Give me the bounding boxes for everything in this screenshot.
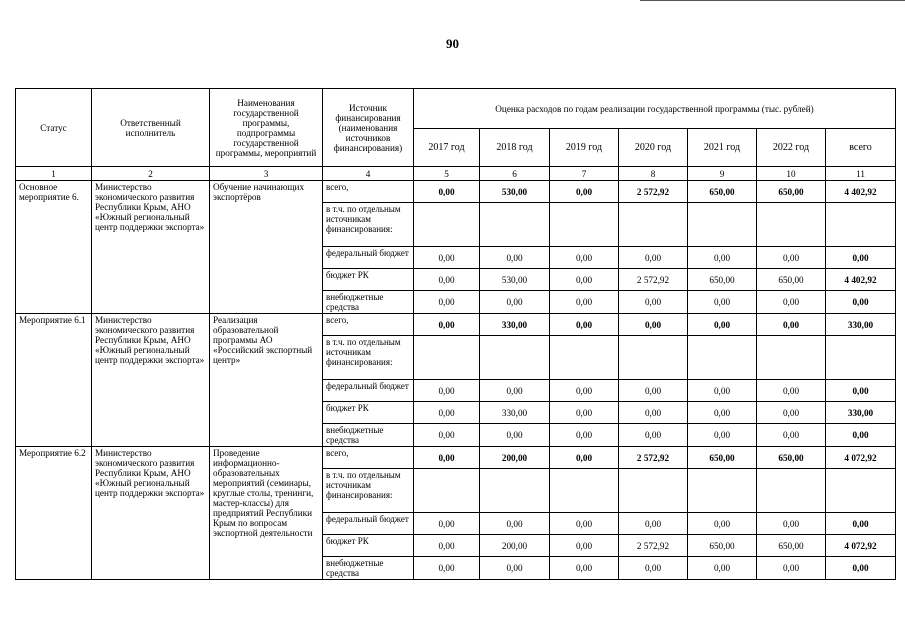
year-value-cell: 650,00 (757, 269, 826, 291)
year-value-cell (757, 336, 826, 380)
year-value-cell: 0,00 (414, 181, 480, 203)
year-value-cell (414, 336, 480, 380)
header-estimate: Оценка расходов по годам реализации государственной программы (тыс. рублей) (414, 89, 896, 129)
year-value-cell: 0,00 (480, 247, 550, 269)
year-value-cell (688, 203, 757, 247)
year-value-cell: 0,00 (550, 447, 619, 469)
total-value-cell: 4 402,92 (826, 181, 896, 203)
year-value-cell: 200,00 (480, 447, 550, 469)
year-value-cell: 0,00 (619, 314, 688, 336)
year-value-cell: 0,00 (550, 424, 619, 447)
status-cell: Мероприятие 6.2 (16, 447, 92, 580)
year-value-cell (414, 469, 480, 513)
year-value-cell: 0,00 (414, 402, 480, 424)
year-value-cell: 0,00 (414, 380, 480, 402)
column-number: 6 (480, 167, 550, 181)
total-value-cell: 330,00 (826, 402, 896, 424)
name-cell: Реализация образовательной программы АО «Российский экспортный центр» (210, 314, 323, 447)
source-cell: федеральный бюджет (323, 247, 414, 269)
name-cell: Проведение информационно-образовательных мероприятий (семинары, круглые столы, тренинги, мастер-классы) для предприятий Республики Крым по вопросам экспортной деятельности (210, 447, 323, 580)
source-cell: бюджет РК (323, 535, 414, 557)
year-value-cell: 2 572,92 (619, 447, 688, 469)
year-header: 2022 год (757, 129, 826, 167)
total-value-cell: 4 402,92 (826, 269, 896, 291)
source-cell: всего, (323, 181, 414, 203)
source-cell: в т.ч. по отдельным источникам финансирования: (323, 203, 414, 247)
year-value-cell: 330,00 (480, 402, 550, 424)
year-value-cell: 650,00 (688, 269, 757, 291)
total-value-cell (826, 469, 896, 513)
source-cell: в т.ч. по отдельным источникам финансирования: (323, 336, 414, 380)
column-number: 1 (16, 167, 92, 181)
year-value-cell: 0,00 (414, 535, 480, 557)
executor-cell: Министерство экономического развития Республики Крым, АНО «Южный региональный центр поддержки экспорта» (92, 447, 210, 580)
year-value-cell: 200,00 (480, 535, 550, 557)
year-value-cell: 650,00 (757, 447, 826, 469)
year-header: всего (826, 129, 896, 167)
column-numbers-row (16, 167, 896, 181)
source-cell: всего, (323, 447, 414, 469)
year-value-cell: 0,00 (550, 513, 619, 535)
source-cell: внебюджетные средства (323, 424, 414, 447)
year-value-cell: 0,00 (688, 402, 757, 424)
year-value-cell: 0,00 (550, 247, 619, 269)
year-header: 2017 год (414, 129, 480, 167)
page-number: 90 (446, 36, 459, 51)
year-value-cell: 0,00 (688, 291, 757, 314)
name-cell: Обучение начинающих экспортёров (210, 181, 323, 314)
source-cell: бюджет РК (323, 402, 414, 424)
year-value-cell: 0,00 (757, 513, 826, 535)
year-value-cell: 0,00 (757, 424, 826, 447)
year-value-cell: 2 572,92 (619, 535, 688, 557)
year-value-cell: 0,00 (480, 513, 550, 535)
year-value-cell: 0,00 (757, 380, 826, 402)
year-header: 2020 год (619, 129, 688, 167)
year-value-cell (757, 469, 826, 513)
column-number: 7 (550, 167, 619, 181)
column-number: 2 (92, 167, 210, 181)
year-value-cell: 650,00 (757, 535, 826, 557)
year-value-cell: 0,00 (619, 557, 688, 580)
header-name: Наименования государственной программы, подпрограммы государственной программы, мероприятий (210, 89, 323, 167)
year-value-cell: 0,00 (550, 314, 619, 336)
year-value-cell: 650,00 (688, 535, 757, 557)
year-value-cell: 0,00 (414, 424, 480, 447)
source-cell: бюджет РК (323, 269, 414, 291)
year-value-cell (480, 336, 550, 380)
year-value-cell: 650,00 (688, 447, 757, 469)
year-value-cell (480, 469, 550, 513)
year-value-cell: 0,00 (414, 314, 480, 336)
year-value-cell: 0,00 (550, 291, 619, 314)
year-value-cell: 0,00 (480, 424, 550, 447)
status-cell: Основное мероприятие 6. (16, 181, 92, 314)
year-value-cell: 0,00 (757, 247, 826, 269)
total-value-cell: 0,00 (826, 291, 896, 314)
year-value-cell: 0,00 (757, 557, 826, 580)
year-value-cell: 650,00 (757, 181, 826, 203)
total-value-cell: 0,00 (826, 557, 896, 580)
column-number: 3 (210, 167, 323, 181)
year-value-cell: 2 572,92 (619, 269, 688, 291)
year-value-cell: 530,00 (480, 181, 550, 203)
year-value-cell (757, 203, 826, 247)
column-number: 8 (619, 167, 688, 181)
total-value-cell (826, 336, 896, 380)
year-value-cell: 0,00 (757, 291, 826, 314)
total-value-cell: 0,00 (826, 424, 896, 447)
year-value-cell (619, 203, 688, 247)
year-value-cell: 650,00 (688, 181, 757, 203)
executor-cell: Министерство экономического развития Республики Крым, АНО «Южный региональный центр поддержки экспорта» (92, 181, 210, 314)
source-cell: федеральный бюджет (323, 380, 414, 402)
total-value-cell: 0,00 (826, 247, 896, 269)
total-value-cell: 0,00 (826, 380, 896, 402)
year-value-cell (480, 203, 550, 247)
year-value-cell: 0,00 (757, 314, 826, 336)
year-header: 2021 год (688, 129, 757, 167)
year-value-cell: 0,00 (480, 291, 550, 314)
source-cell: внебюджетные средства (323, 291, 414, 314)
year-value-cell: 0,00 (480, 557, 550, 580)
year-value-cell: 0,00 (414, 247, 480, 269)
year-value-cell: 0,00 (550, 181, 619, 203)
source-cell: в т.ч. по отдельным источникам финансирования: (323, 469, 414, 513)
year-value-cell: 0,00 (619, 402, 688, 424)
year-value-cell (619, 469, 688, 513)
year-header: 2018 год (480, 129, 550, 167)
year-value-cell: 0,00 (480, 380, 550, 402)
year-value-cell: 0,00 (550, 535, 619, 557)
year-value-cell: 0,00 (688, 513, 757, 535)
header-source: Источник финансирования (наименования источников финансирования) (323, 89, 414, 167)
total-value-cell: 330,00 (826, 314, 896, 336)
year-value-cell: 0,00 (757, 402, 826, 424)
year-value-cell: 0,00 (414, 291, 480, 314)
year-value-cell: 0,00 (619, 291, 688, 314)
year-value-cell: 0,00 (414, 557, 480, 580)
year-value-cell: 0,00 (414, 269, 480, 291)
year-value-cell: 0,00 (619, 247, 688, 269)
year-value-cell (550, 336, 619, 380)
year-value-cell (688, 336, 757, 380)
block-total-row (16, 447, 896, 469)
year-value-cell (550, 203, 619, 247)
year-value-cell: 0,00 (414, 513, 480, 535)
column-number: 4 (323, 167, 414, 181)
year-value-cell (619, 336, 688, 380)
year-value-cell: 0,00 (414, 447, 480, 469)
block-total-row (16, 181, 896, 203)
header-status: Статус (16, 89, 92, 167)
year-value-cell: 0,00 (688, 424, 757, 447)
year-value-cell: 0,00 (550, 557, 619, 580)
year-value-cell: 0,00 (688, 380, 757, 402)
status-cell: Мероприятие 6.1 (16, 314, 92, 447)
total-value-cell (826, 203, 896, 247)
column-number: 11 (826, 167, 896, 181)
column-number: 5 (414, 167, 480, 181)
column-number: 9 (688, 167, 757, 181)
source-cell: внебюджетные средства (323, 557, 414, 580)
header-row (16, 89, 896, 129)
total-value-cell: 4 072,92 (826, 535, 896, 557)
year-value-cell: 0,00 (550, 380, 619, 402)
year-value-cell: 0,00 (550, 269, 619, 291)
total-value-cell: 4 072,92 (826, 447, 896, 469)
year-value-cell (414, 203, 480, 247)
source-cell: всего, (323, 314, 414, 336)
year-value-cell: 0,00 (619, 380, 688, 402)
column-number: 10 (757, 167, 826, 181)
source-cell: федеральный бюджет (323, 513, 414, 535)
year-value-cell: 0,00 (688, 247, 757, 269)
year-value-cell: 0,00 (619, 513, 688, 535)
year-value-cell: 0,00 (619, 424, 688, 447)
year-value-cell (688, 469, 757, 513)
program-expenses-table (15, 88, 896, 580)
year-value-cell: 0,00 (688, 314, 757, 336)
year-value-cell: 330,00 (480, 314, 550, 336)
header-executor: Ответственный исполнитель (92, 89, 210, 167)
year-value-cell (550, 469, 619, 513)
year-value-cell: 2 572,92 (619, 181, 688, 203)
block-total-row (16, 314, 896, 336)
executor-cell: Министерство экономического развития Республики Крым, АНО «Южный региональный центр поддержки экспорта» (92, 314, 210, 447)
total-value-cell: 0,00 (826, 513, 896, 535)
year-value-cell: 0,00 (550, 402, 619, 424)
top-rule (640, 0, 905, 1)
year-value-cell: 530,00 (480, 269, 550, 291)
year-value-cell: 0,00 (688, 557, 757, 580)
year-header: 2019 год (550, 129, 619, 167)
